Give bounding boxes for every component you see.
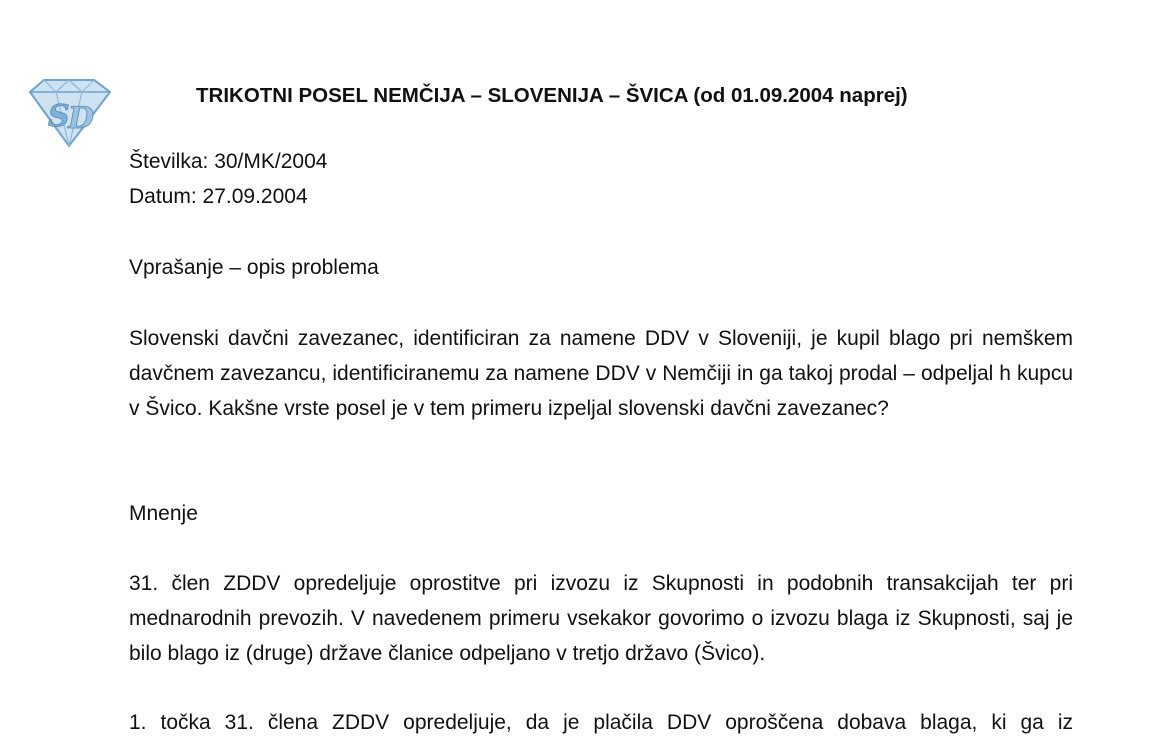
- opinion-paragraph: 31. člen ZDDV opredeljuje oprostitve pri izvozu iz Skupnosti in podobnih transakcijah ter pri mednarodnih prevozih. V navedenem primeru vsekakor govorimo o izvozu blaga iz Skupnosti, saj je bilo blago iz (druge) države članice odpeljano v tretjo državo (Švico).: [129, 572, 1073, 665]
- svg-text:D: D: [68, 101, 95, 136]
- document-date: Datum: 27.09.2004: [129, 185, 308, 208]
- question-heading: Vprašanje – opis problema: [129, 256, 379, 279]
- document-number: Številka: 30/MK/2004: [129, 150, 328, 173]
- question-text: Slovenski davčni zavezanec, identificiran za namene DDV v Sloveniji, je kupil blago pri nemškem davčnem zavezancu, identificiranemu za namene DDV v Nemčiji in ga takoj prodal – odpeljal h kupcu v Švico. Kakšne vrste posel je v tem primeru izpeljal slovenski davčni zavezanec?: [129, 327, 1073, 420]
- sd-diamond-logo-icon: [26, 78, 112, 148]
- svg-text:S: S: [48, 99, 70, 134]
- opinion-heading: Mnenje: [129, 502, 198, 525]
- document-title: TRIKOTNI POSEL NEMČIJA – SLOVENIJA – ŠVICA (od 01.09.2004 naprej): [196, 84, 908, 107]
- opinion-paragraph-partial: 1. točka 31. člena ZDDV opredeljuje, da je plačila DDV oproščena dobava blaga, ki ga iz: [129, 711, 1073, 734]
